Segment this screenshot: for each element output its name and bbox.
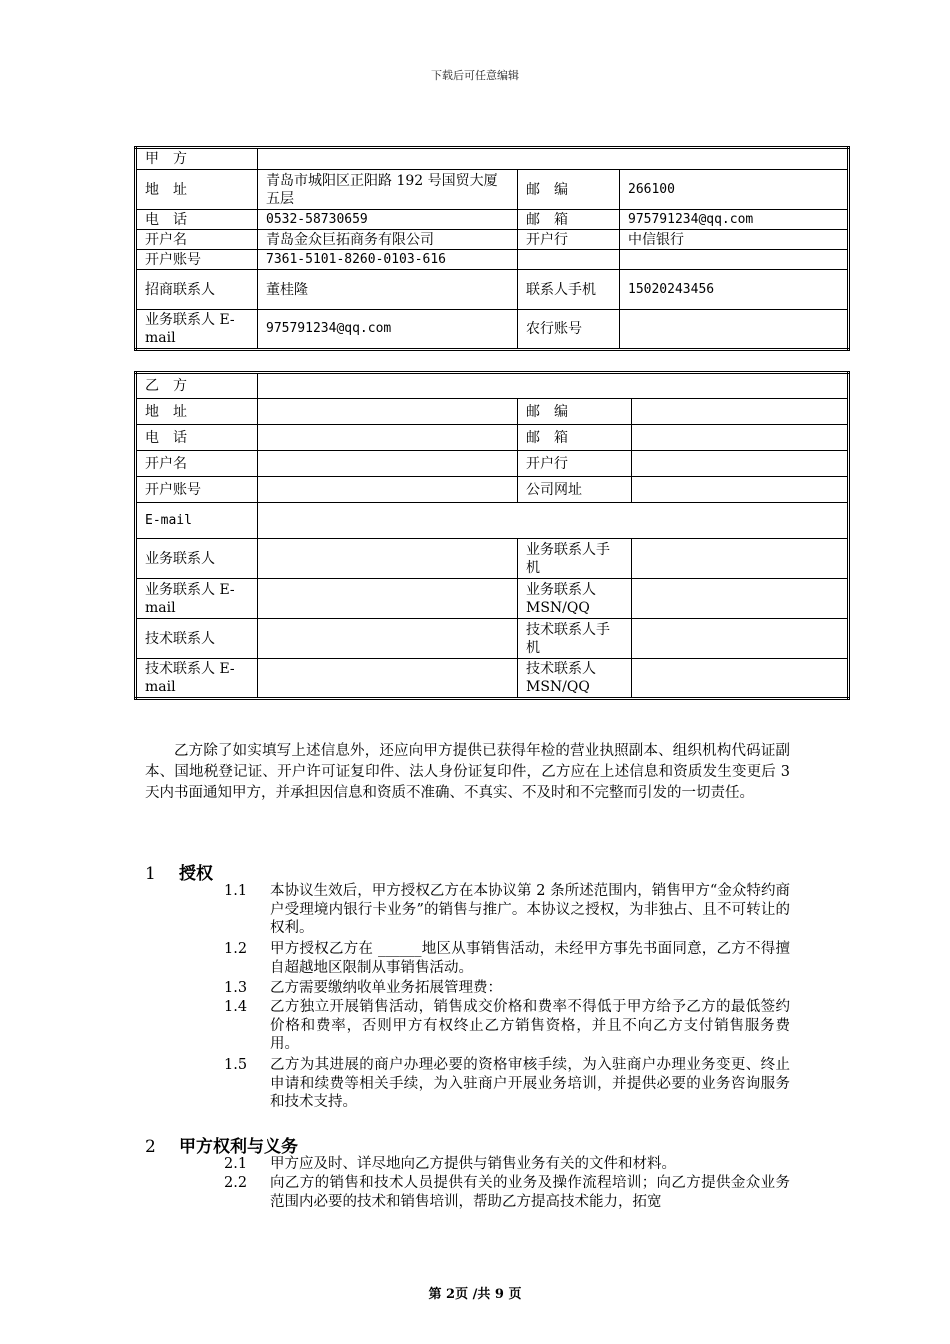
email-value: 975791234@qq.com — [620, 210, 849, 230]
business-email-value: 975791234@qq.com — [258, 310, 518, 350]
clause-text: 甲方授权乙方在 ______地区从事销售活动，未经甲方事先书面同意，乙方不得擅自超越地区限制从事销售活动。 — [270, 941, 790, 976]
website-field[interactable] — [632, 477, 849, 503]
business-msn-field[interactable] — [632, 579, 849, 619]
section-title: 授权 — [179, 864, 213, 884]
clause-text: 乙方需要缴纳收单业务拓展管理费： — [270, 980, 502, 996]
tech-mobile-label: 技术联系人手 机 — [518, 619, 632, 659]
business-email-label: 业务联系人 E-mail — [136, 310, 258, 350]
business-email-label: 业务联系人 E-mail — [136, 579, 258, 619]
account-name-field[interactable] — [258, 451, 518, 477]
business-mobile-label: 业务联系人手 机 — [518, 539, 632, 579]
address-label: 地 址 — [136, 399, 258, 425]
bank-label: 开户行 — [518, 451, 632, 477]
business-contact-label: 业务联系人 — [136, 539, 258, 579]
tech-msn-label: 技术联系人MSN/QQ — [518, 659, 632, 699]
clause-number: 1.5 — [224, 1057, 248, 1073]
account-number-field[interactable] — [258, 477, 518, 503]
postcode-label: 邮 编 — [518, 399, 632, 425]
contact-mobile-label: 联系人手机 — [518, 270, 620, 310]
phone-label: 电 话 — [136, 425, 258, 451]
merchant-contact-value: 董桂隆 — [258, 270, 518, 310]
address-label: 地 址 — [136, 170, 258, 210]
clause — [224, 1056, 790, 1112]
account-name-label: 开户名 — [136, 451, 258, 477]
clause — [224, 979, 790, 998]
clause — [224, 940, 790, 977]
email-field[interactable] — [258, 503, 849, 539]
address-field[interactable] — [258, 399, 518, 425]
section-title: 甲方权利与义务 — [179, 1137, 298, 1157]
party-a-label: 甲 方 — [136, 148, 258, 170]
party-a-table — [134, 146, 850, 351]
intro-paragraph: 乙方除了如实填写上述信息外，还应向甲方提供已获得年检的营业执照副本、组织机构代码证副本、国地税登记证、开户许可证复印件、法人身份证复印件，乙方应在上述信息和资质发生变更后 3 天内书面通知甲方，并承担因信息和资质不准确、不真实、不及时和不完整而引发的一切责任。 — [145, 743, 790, 801]
bank-value: 中信银行 — [620, 230, 849, 250]
clause-number: 2.2 — [224, 1175, 248, 1191]
postcode-value: 266100 — [620, 170, 849, 210]
tech-mobile-field[interactable] — [632, 619, 849, 659]
tech-contact-field[interactable] — [258, 619, 518, 659]
account-number-label: 开户账号 — [136, 477, 258, 503]
clause-text: 乙方为其进展的商户办理必要的资格审核手续，为入驻商户办理业务变更、终止申请和续费等相关手续，为入驻商户开展业务培训，并提供必要的业务咨询服务和技术支持。 — [270, 1057, 790, 1110]
merchant-contact-label: 招商联系人 — [136, 270, 258, 310]
contact-mobile-value: 15020243456 — [620, 270, 849, 310]
address-value: 青岛市城阳区正阳路 192 号国贸大厦五层 — [258, 170, 518, 210]
empty-cell[interactable] — [620, 250, 849, 270]
abc-account-value[interactable] — [620, 310, 849, 350]
business-email-field[interactable] — [258, 579, 518, 619]
tech-contact-label: 技术联系人 — [136, 619, 258, 659]
account-number-label: 开户账号 — [136, 250, 258, 270]
bank-label: 开户行 — [518, 230, 620, 250]
postcode-field[interactable] — [632, 399, 849, 425]
clause-number: 2.1 — [224, 1156, 248, 1172]
email-label: 邮 箱 — [518, 210, 620, 230]
email-field[interactable] — [632, 425, 849, 451]
clause-number: 1.4 — [224, 999, 248, 1015]
phone-value: 0532-58730659 — [258, 210, 518, 230]
clause — [224, 1174, 790, 1211]
tech-email-field[interactable] — [258, 659, 518, 699]
empty-cell[interactable] — [518, 250, 620, 270]
clause — [224, 882, 790, 938]
abc-account-label: 农行账号 — [518, 310, 620, 350]
website-label: 公司网址 — [518, 477, 632, 503]
clause-number: 1.1 — [224, 883, 248, 899]
clause-text: 本协议生效后，甲方授权乙方在本协议第 2 条所述范围内，销售甲方“金众特约商户受理境内银行卡业务”的销售与推广。本协议之授权，为非独占、且不可转让的权利。 — [270, 883, 790, 936]
party-b-table — [134, 371, 850, 700]
account-name-label: 开户名 — [136, 230, 258, 250]
email-label: E-mail — [136, 503, 258, 539]
account-number-value: 7361-5101-8260-0103-616 — [258, 250, 518, 270]
business-contact-field[interactable] — [258, 539, 518, 579]
clause-text: 向乙方的销售和技术人员提供有关的业务及操作流程培训；向乙方提供金众业务范围内必要的技术和销售培训，帮助乙方提高技术能力，拓宽 — [270, 1175, 790, 1210]
tech-email-label: 技术联系人 E-mail — [136, 659, 258, 699]
page-header: 下载后可任意编辑 — [431, 69, 519, 82]
account-name-value: 青岛金众巨拓商务有限公司 — [258, 230, 518, 250]
clause — [224, 998, 790, 1054]
bank-field[interactable] — [632, 451, 849, 477]
party-b-label: 乙 方 — [136, 373, 258, 399]
clause-number: 1.2 — [224, 941, 248, 957]
party-a-value[interactable] — [258, 148, 849, 170]
phone-field[interactable] — [258, 425, 518, 451]
page-footer: 第 2页 /共 9 页 — [428, 1287, 522, 1302]
clause — [224, 1155, 790, 1174]
postcode-label: 邮 编 — [518, 170, 620, 210]
business-mobile-field[interactable] — [632, 539, 849, 579]
email-label: 邮 箱 — [518, 425, 632, 451]
clause-text: 甲方应及时、详尽地向乙方提供与销售业务有关的文件和材料。 — [270, 1156, 676, 1172]
phone-label: 电 话 — [136, 210, 258, 230]
section-heading — [145, 1132, 298, 1157]
section-number: 2 — [145, 1137, 156, 1157]
party-b-value[interactable] — [258, 373, 849, 399]
clause-number: 1.3 — [224, 980, 248, 996]
section-number: 1 — [145, 864, 156, 884]
section-heading — [145, 859, 213, 884]
tech-msn-field[interactable] — [632, 659, 849, 699]
business-msn-label: 业务联系人MSN/QQ — [518, 579, 632, 619]
clause-text: 乙方独立开展销售活动，销售成交价格和费率不得低于甲方给予乙方的最低签约价格和费率，否则甲方有权终止乙方销售资格，并且不向乙方支付销售服务费用。 — [270, 999, 790, 1052]
